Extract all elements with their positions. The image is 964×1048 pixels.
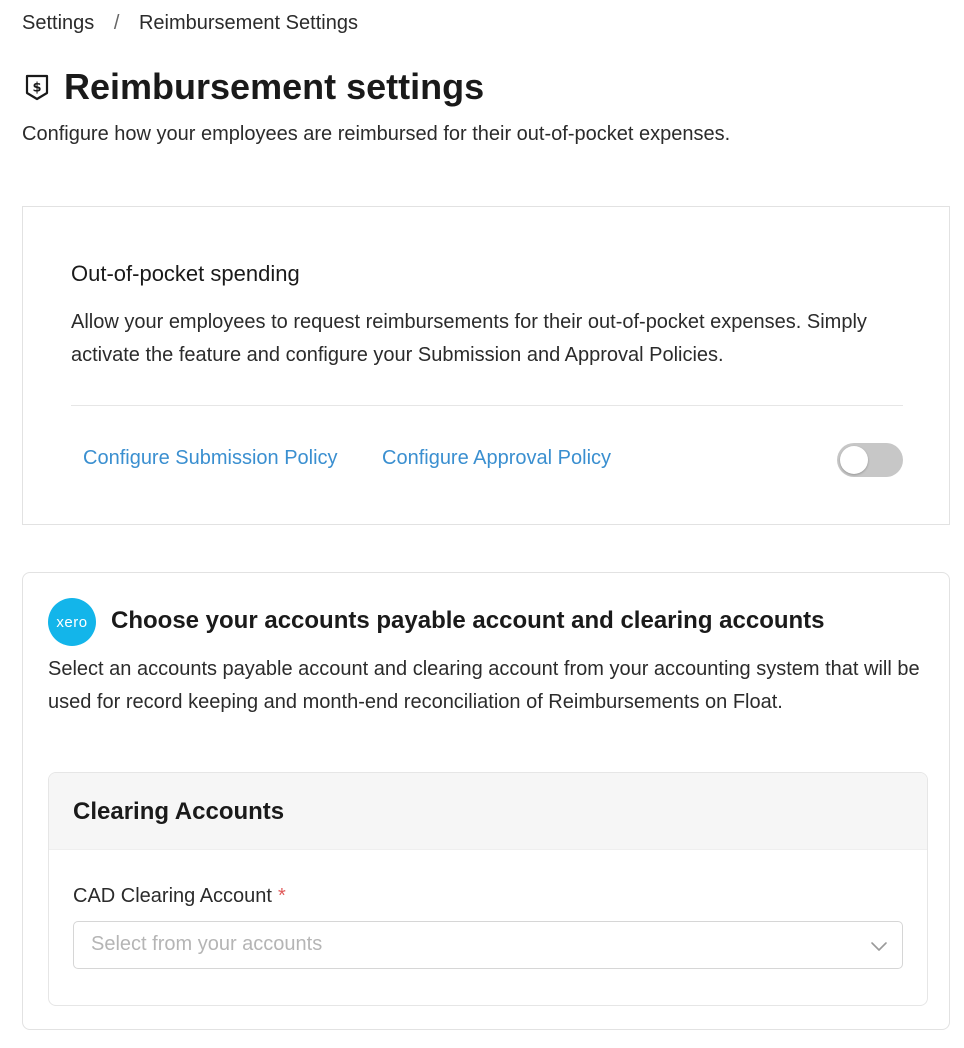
- xero-logo: xero: [48, 598, 96, 646]
- accounts-description: Select an accounts payable account and clearing account from your accounting system that will be used for record keeping and month-end reconciliation of Reimbursements on Float.: [48, 658, 920, 713]
- divider: [71, 405, 903, 406]
- svg-text:$: $: [32, 80, 42, 96]
- field-label-text: CAD Clearing Account: [73, 885, 272, 907]
- dollar-shield-icon: [22, 72, 52, 102]
- clearing-accounts-panel: [48, 772, 928, 1006]
- breadcrumb: [22, 12, 358, 35]
- breadcrumb-settings[interactable]: Settings: [22, 12, 95, 34]
- page-subtitle: Configure how your employees are reimbursed for their out-of-pocket expenses.: [22, 123, 731, 145]
- required-asterisk: *: [277, 885, 286, 907]
- accounts-card: [22, 572, 950, 1030]
- cad-clearing-account-label: [73, 885, 286, 908]
- cad-clearing-account-select[interactable]: [73, 921, 903, 969]
- out-of-pocket-heading: Out-of-pocket spending: [71, 261, 300, 286]
- select-placeholder: Select from your accounts: [91, 933, 323, 955]
- out-of-pocket-description: Allow your employees to request reimbursements for their out-of-pocket expenses. Simply activate the feature and configure your Submission and Approval Policies.: [71, 311, 867, 366]
- out-of-pocket-card: [22, 206, 950, 525]
- page-header: [22, 66, 484, 108]
- configure-approval-policy-link[interactable]: Configure Approval Policy: [382, 447, 612, 469]
- clearing-accounts-header: [49, 773, 927, 850]
- accounts-heading: Choose your accounts payable account and clearing accounts: [111, 607, 825, 634]
- clearing-accounts-title: Clearing Accounts: [73, 798, 285, 825]
- breadcrumb-separator: /: [113, 12, 120, 34]
- toggle-knob: [840, 446, 868, 474]
- configure-submission-policy-link[interactable]: Configure Submission Policy: [83, 447, 338, 469]
- breadcrumb-reimbursement-settings: Reimbursement Settings: [138, 12, 358, 34]
- page-title: Reimbursement settings: [64, 66, 485, 107]
- out-of-pocket-toggle[interactable]: [837, 443, 903, 477]
- chevron-down-icon: [870, 937, 888, 955]
